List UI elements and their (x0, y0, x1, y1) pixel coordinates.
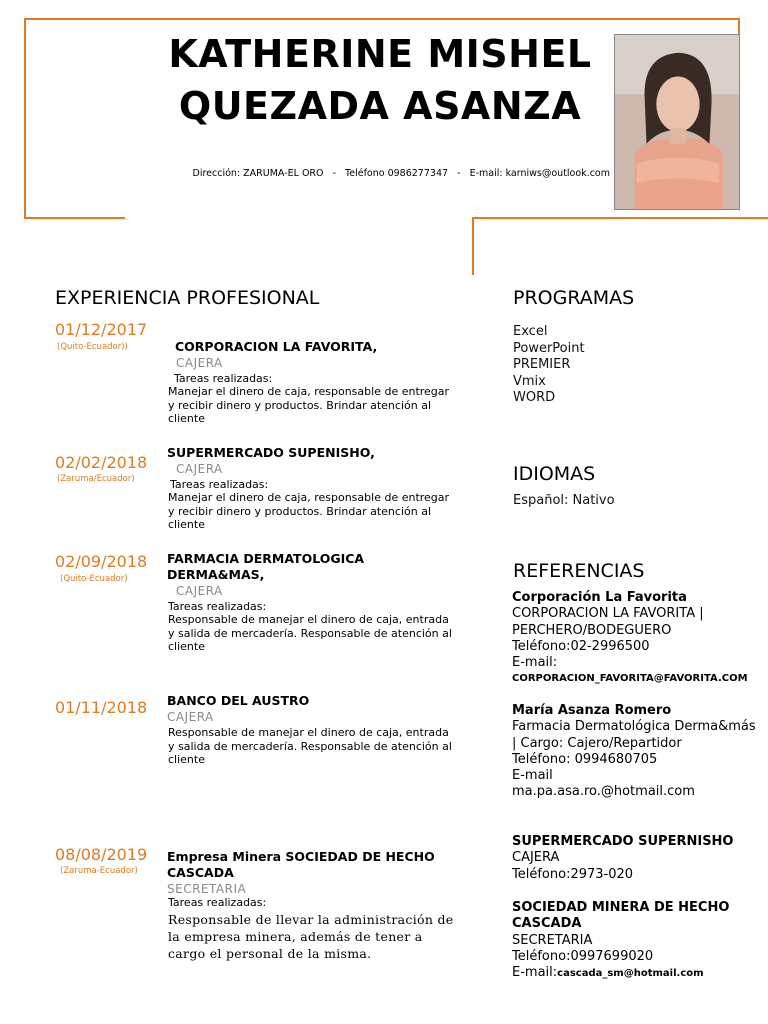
experience-place: (Zaruma-Ecuador) (60, 866, 138, 876)
reference-entry (512, 590, 762, 688)
profile-photo (614, 34, 740, 210)
experience-role: CAJERA (176, 356, 223, 370)
header-frame-left (24, 18, 26, 219)
reference-name: Corporación La Favorita (512, 590, 687, 605)
reference-email: cascada_sm@hotmail.com (557, 968, 704, 980)
reference-detail: CAJERA (512, 850, 560, 866)
experience-description: Responsable de manejar el dinero de caja, entrada y salida de mercadería. Responsable de atención al cliente (168, 726, 452, 766)
experience-description: Manejar el dinero de caja, responsable de entregar y recibir dinero y productos. Brindar atención al cliente (168, 491, 450, 531)
experience-date: 02/02/2018 (55, 453, 148, 472)
reference-phone: Teléfono: 0994680705 (512, 751, 658, 767)
reference-email-label: E-mail: (512, 655, 558, 671)
portrait-image (615, 35, 739, 209)
reference-name: SOCIEDAD MINERA DE HECHO CASCADA (512, 900, 730, 932)
reference-detail: CORPORACION LA FAVORITA | PERCHERO/BODEGUERO (512, 606, 704, 638)
program-item: WORD (513, 390, 556, 405)
tasks-label: Tareas realizadas: (174, 372, 273, 385)
header-frame-bottom (24, 217, 125, 219)
experience-role: CAJERA (176, 584, 223, 598)
experience-date: 02/09/2018 (55, 552, 148, 571)
references-title: REFERENCIAS (513, 560, 645, 582)
program-item: PREMIER (513, 357, 571, 372)
experience-company: BANCO DEL AUSTRO (167, 693, 310, 708)
reference-email-label: E-mail (512, 768, 553, 784)
tasks-label: Tareas realizadas: (168, 600, 267, 613)
programs-title: PROGRAMAS (513, 287, 635, 309)
experience-place: (Quito-Ecuador)) (57, 342, 128, 352)
experience-company: SUPERMERCADO SUPENISHO, (167, 445, 375, 460)
reference-email-label: E-mail: (512, 965, 558, 981)
name-line-2: QUEZADA ASANZA (178, 84, 582, 128)
reference-detail: Farmacia Dermatológica Derma&más | Cargo: Cajero/Repartidor (512, 719, 756, 751)
program-item: Vmix (513, 373, 546, 389)
experience-date: 08/08/2019 (55, 845, 148, 864)
experience-company: CORPORACION LA FAVORITA, (175, 339, 378, 354)
candidate-name (90, 28, 670, 132)
reference-email: ma.pa.asa.ro.@hotmail.com (512, 784, 695, 800)
column-divider-vertical (472, 217, 474, 275)
header-frame-top (24, 18, 740, 20)
reference-entry (512, 900, 762, 982)
column-divider-horizontal (472, 217, 768, 219)
reference-email-row (512, 965, 762, 982)
experience-company: Empresa Minera SOCIEDAD DE HECHO CASCADA (167, 849, 435, 880)
reference-phone: Teléfono:02-2996500 (512, 638, 650, 654)
reference-name: María Asanza Romero (512, 703, 672, 718)
reference-detail: SECRETARIA (512, 932, 593, 948)
experience-role: CAJERA (167, 710, 214, 724)
experience-description: Responsable de manejar el dinero de caja, entrada y salida de mercadería. Responsable de atención al cliente (168, 613, 452, 653)
reference-phone: Teléfono:2973-020 (512, 866, 634, 882)
experience-company: FARMACIA DERMATOLOGICA DERMA&MAS, (167, 551, 365, 582)
experience-date: 01/12/2017 (55, 320, 148, 339)
header-frame-right (738, 18, 740, 35)
reference-entry (512, 703, 762, 801)
programs-list (513, 324, 585, 407)
tasks-label: Tareas realizadas: (170, 478, 269, 491)
experience-place: (Quito-Ecuador) (60, 574, 128, 584)
experience-description: Manejar el dinero de caja, responsable de entregar y recibir dinero y productos. Brindar atención al cliente (168, 385, 450, 425)
contact-line: Dirección: ZARUMA-EL ORO - Teléfono 0986277347 - E-mail: karniws@outlook.com (192, 168, 610, 179)
reference-email: CORPORACION_FAVORITA@FAVORITA.COM (512, 673, 748, 685)
tasks-label: Tareas realizadas: (168, 896, 267, 909)
experience-role: SECRETARIA (167, 882, 247, 896)
languages-title: IDIOMAS (513, 463, 596, 485)
reference-phone: Teléfono:0997699020 (512, 948, 654, 964)
experience-place: (Zaruma/Ecuador) (57, 474, 135, 484)
name-line-1: KATHERINE MISHEL (168, 32, 592, 76)
experience-role: CAJERA (176, 462, 223, 476)
experience-description: Responsable de llevar la administración de la empresa minera, además de tener a cargo el personal de la misma. (168, 912, 454, 961)
reference-name: SUPERMERCADO SUPERNISHO (512, 834, 734, 849)
program-item: PowerPoint (513, 340, 585, 356)
language-item: Español: Nativo (513, 493, 615, 508)
experience-date: 01/11/2018 (55, 698, 148, 717)
reference-entry (512, 834, 762, 883)
experience-title: EXPERIENCIA PROFESIONAL (55, 287, 320, 309)
program-item: Excel (513, 324, 548, 339)
